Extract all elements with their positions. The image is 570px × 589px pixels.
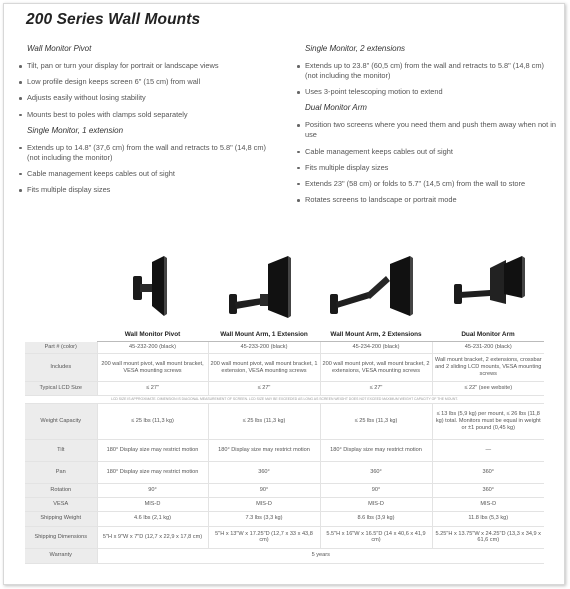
table-cell: 11.8 lbs (5,3 kg) <box>432 511 544 526</box>
table-cell: 8.6 lbs (3,9 kg) <box>320 511 432 526</box>
table-header: Wall Mount Arm, 2 Extensions <box>320 329 432 342</box>
table-cell: ≤ 27" <box>97 382 208 396</box>
table-cell: 180° Display size may restrict motion <box>97 461 208 483</box>
table-cell: ≤ 13 lbs (5,9 kg) per mount, ≤ 26 lbs (11,8 kg) total. Monitors must be equal in weight or ±1 pound (0,45 kg) <box>432 403 544 439</box>
table-cell: 7.3 lbs (3,3 kg) <box>208 511 320 526</box>
table-cell: 180° Display size may restrict motion <box>97 439 208 461</box>
right-feature-column <box>296 44 558 211</box>
table-cell: 45-231-200 (black) <box>432 342 544 354</box>
table-cell: 45-233-200 (black) <box>208 342 320 354</box>
table-cell: ≤ 27" <box>320 382 432 396</box>
row-label: Typical LCD Size <box>25 382 97 396</box>
table-cell: 45-232-200 (black) <box>97 342 208 354</box>
wall-monitor-pivot-photo <box>126 254 176 320</box>
table-cell: 5.25"H x 13.75"W x 24.25"D (13,3 x 34,9 x 61,6 cm) <box>432 526 544 548</box>
table-row <box>25 548 544 563</box>
table-cell: 4.6 lbs (2,1 kg) <box>97 511 208 526</box>
row-label: Weight Capacity <box>25 403 97 439</box>
table-cell: 360° <box>320 461 432 483</box>
row-label: Shipping Weight <box>25 511 97 526</box>
feature-bullet: Rotates screens to landscape or portrait mode <box>296 195 558 205</box>
feature-bullet: Mounts best to poles with clamps sold separately <box>18 110 278 120</box>
table-row <box>25 403 544 439</box>
table-cell: ≤ 25 lbs (11,3 kg) <box>208 403 320 439</box>
table-cell: ≤ 25 lbs (11,3 kg) <box>320 403 432 439</box>
section-heading: Single Monitor, 2 extensions <box>305 44 406 53</box>
row-label: Pan <box>25 461 97 483</box>
warranty-cell: 5 years <box>97 548 544 563</box>
table-cell: 5"H x 9"W x 7"D (12,7 x 22,9 x 17,8 cm) <box>97 526 208 548</box>
table-cell: 90° <box>97 483 208 497</box>
table-cell: ≤ 27" <box>208 382 320 396</box>
section-single-monitor-1-extension <box>18 126 278 195</box>
dual-monitor-arm-photo <box>450 254 530 320</box>
table-row <box>25 461 544 483</box>
table-row <box>25 526 544 548</box>
table-cell: 180° Display size may restrict motion <box>208 439 320 461</box>
row-label: Shipping Dimensions <box>25 526 97 548</box>
table-header: Wall Monitor Pivot <box>97 329 208 342</box>
table-header: Wall Mount Arm, 1 Extension <box>208 329 320 342</box>
feature-bullet: Fits multiple display sizes <box>18 185 278 195</box>
page-title: 200 Series Wall Mounts <box>26 11 201 28</box>
table-header: Dual Monitor Arm <box>432 329 544 342</box>
section-dual-monitor-arm <box>296 103 558 205</box>
row-label: VESA <box>25 497 97 511</box>
table-cell: 360° <box>432 483 544 497</box>
section-heading: Dual Monitor Arm <box>305 103 367 113</box>
section-wall-monitor-pivot <box>18 44 278 120</box>
table-row <box>25 382 544 396</box>
table-cell: 360° <box>432 461 544 483</box>
feature-bullet: Extends up to 14.8" (37,6 cm) from the wall and retracts to 5.8" (14,8 cm) (not including the monitor) <box>18 143 278 163</box>
feature-bullet: Fits multiple display sizes <box>296 163 558 173</box>
table-cell: 45-234-200 (black) <box>320 342 432 354</box>
row-label: Rotation <box>25 483 97 497</box>
feature-bullet: Extends 23" (58 cm) or folds to 5.7" (14,5 cm) from the wall to store <box>296 179 558 189</box>
table-row <box>25 483 544 497</box>
table-row <box>25 342 544 354</box>
row-label: Part # (color) <box>25 342 97 354</box>
table-cell: MIS-D <box>208 497 320 511</box>
table-cell: 180° Display size may restrict motion <box>320 439 432 461</box>
feature-bullet: Cable management keeps cables out of sight <box>18 169 278 179</box>
table-cell: ≤ 25 lbs (11,3 kg) <box>97 403 208 439</box>
table-cell: MIS-D <box>432 497 544 511</box>
table-header-row <box>25 329 544 342</box>
table-cell: 360° <box>208 461 320 483</box>
wall-mount-arm-1-extension-photo <box>226 254 296 320</box>
wall-mount-arm-2-extensions-photo <box>328 254 418 320</box>
table-row <box>25 497 544 511</box>
row-label: Tilt <box>25 439 97 461</box>
table-cell: 5"H x 13"W x 17.25"D (12,7 x 33 x 43,8 cm) <box>208 526 320 548</box>
table-cell: 200 wall mount pivot, wall mount bracket, VESA mounting screws <box>97 354 208 382</box>
table-row <box>25 354 544 382</box>
left-feature-column <box>18 44 278 201</box>
table-cell: ≤ 22" (see website) <box>432 382 544 396</box>
feature-bullet: Uses 3-point telescoping motion to extend <box>296 87 558 97</box>
feature-bullet: Extends up to 23.8" (60,5 cm) from the wall and retracts to 5.8" (14,8 cm) (not including the monitor) <box>296 61 558 81</box>
section-heading: Wall Monitor Pivot <box>27 44 92 53</box>
table-row <box>25 439 544 461</box>
table-cell: 90° <box>208 483 320 497</box>
table-cell: MIS-D <box>97 497 208 511</box>
feature-bullet: Tilt, pan or turn your display for portrait or landscape views <box>18 61 278 71</box>
row-label: Warranty <box>25 548 97 563</box>
table-cell: 90° <box>320 483 432 497</box>
feature-bullet: Cable management keeps cables out of sight <box>296 147 558 157</box>
table-cell: Wall mount bracket, 2 extensions, crossbar and 2 sliding LCD mounts, VESA mounting screws <box>432 354 544 382</box>
feature-bullet: Low profile design keeps screen 6" (15 cm) from wall <box>18 77 278 87</box>
table-cell: MIS-D <box>320 497 432 511</box>
product-images <box>100 254 560 324</box>
spec-table <box>25 329 544 564</box>
section-single-monitor-2-extensions <box>296 44 558 97</box>
table-header <box>25 329 97 342</box>
table-cell: 5.5"H x 16"W x 16.5"D (14 x 40,6 x 41,9 cm) <box>320 526 432 548</box>
lcd-note-row <box>25 396 544 404</box>
table-cell: — <box>432 439 544 461</box>
feature-bullet: Position two screens where you need them and push them away when not in use <box>296 120 558 140</box>
table-row <box>25 511 544 526</box>
table-cell: 200 wall mount pivot, wall mount bracket, 1 extension, VESA mounting screws <box>208 354 320 382</box>
row-label: Includes <box>25 354 97 382</box>
lcd-note: LCD SIZE IS APPROXIMATE. DIMENSION IS DIAGONAL MEASUREMENT OF SCREEN. LCD SIZE MAY BE EXCEEDED AS LONG AS SCREEN WEIGHT DOES NOT EXCEED MAXIMUM WEIGHT CAPACITY OF THE MOUNT. <box>25 396 544 404</box>
section-heading: Single Monitor, 1 extension <box>27 125 124 135</box>
table-cell: 200 wall mount pivot, wall mount bracket, 2 extensions, VESA mounting screws <box>320 354 432 382</box>
feature-bullet: Adjusts easily without losing stability <box>18 93 278 103</box>
